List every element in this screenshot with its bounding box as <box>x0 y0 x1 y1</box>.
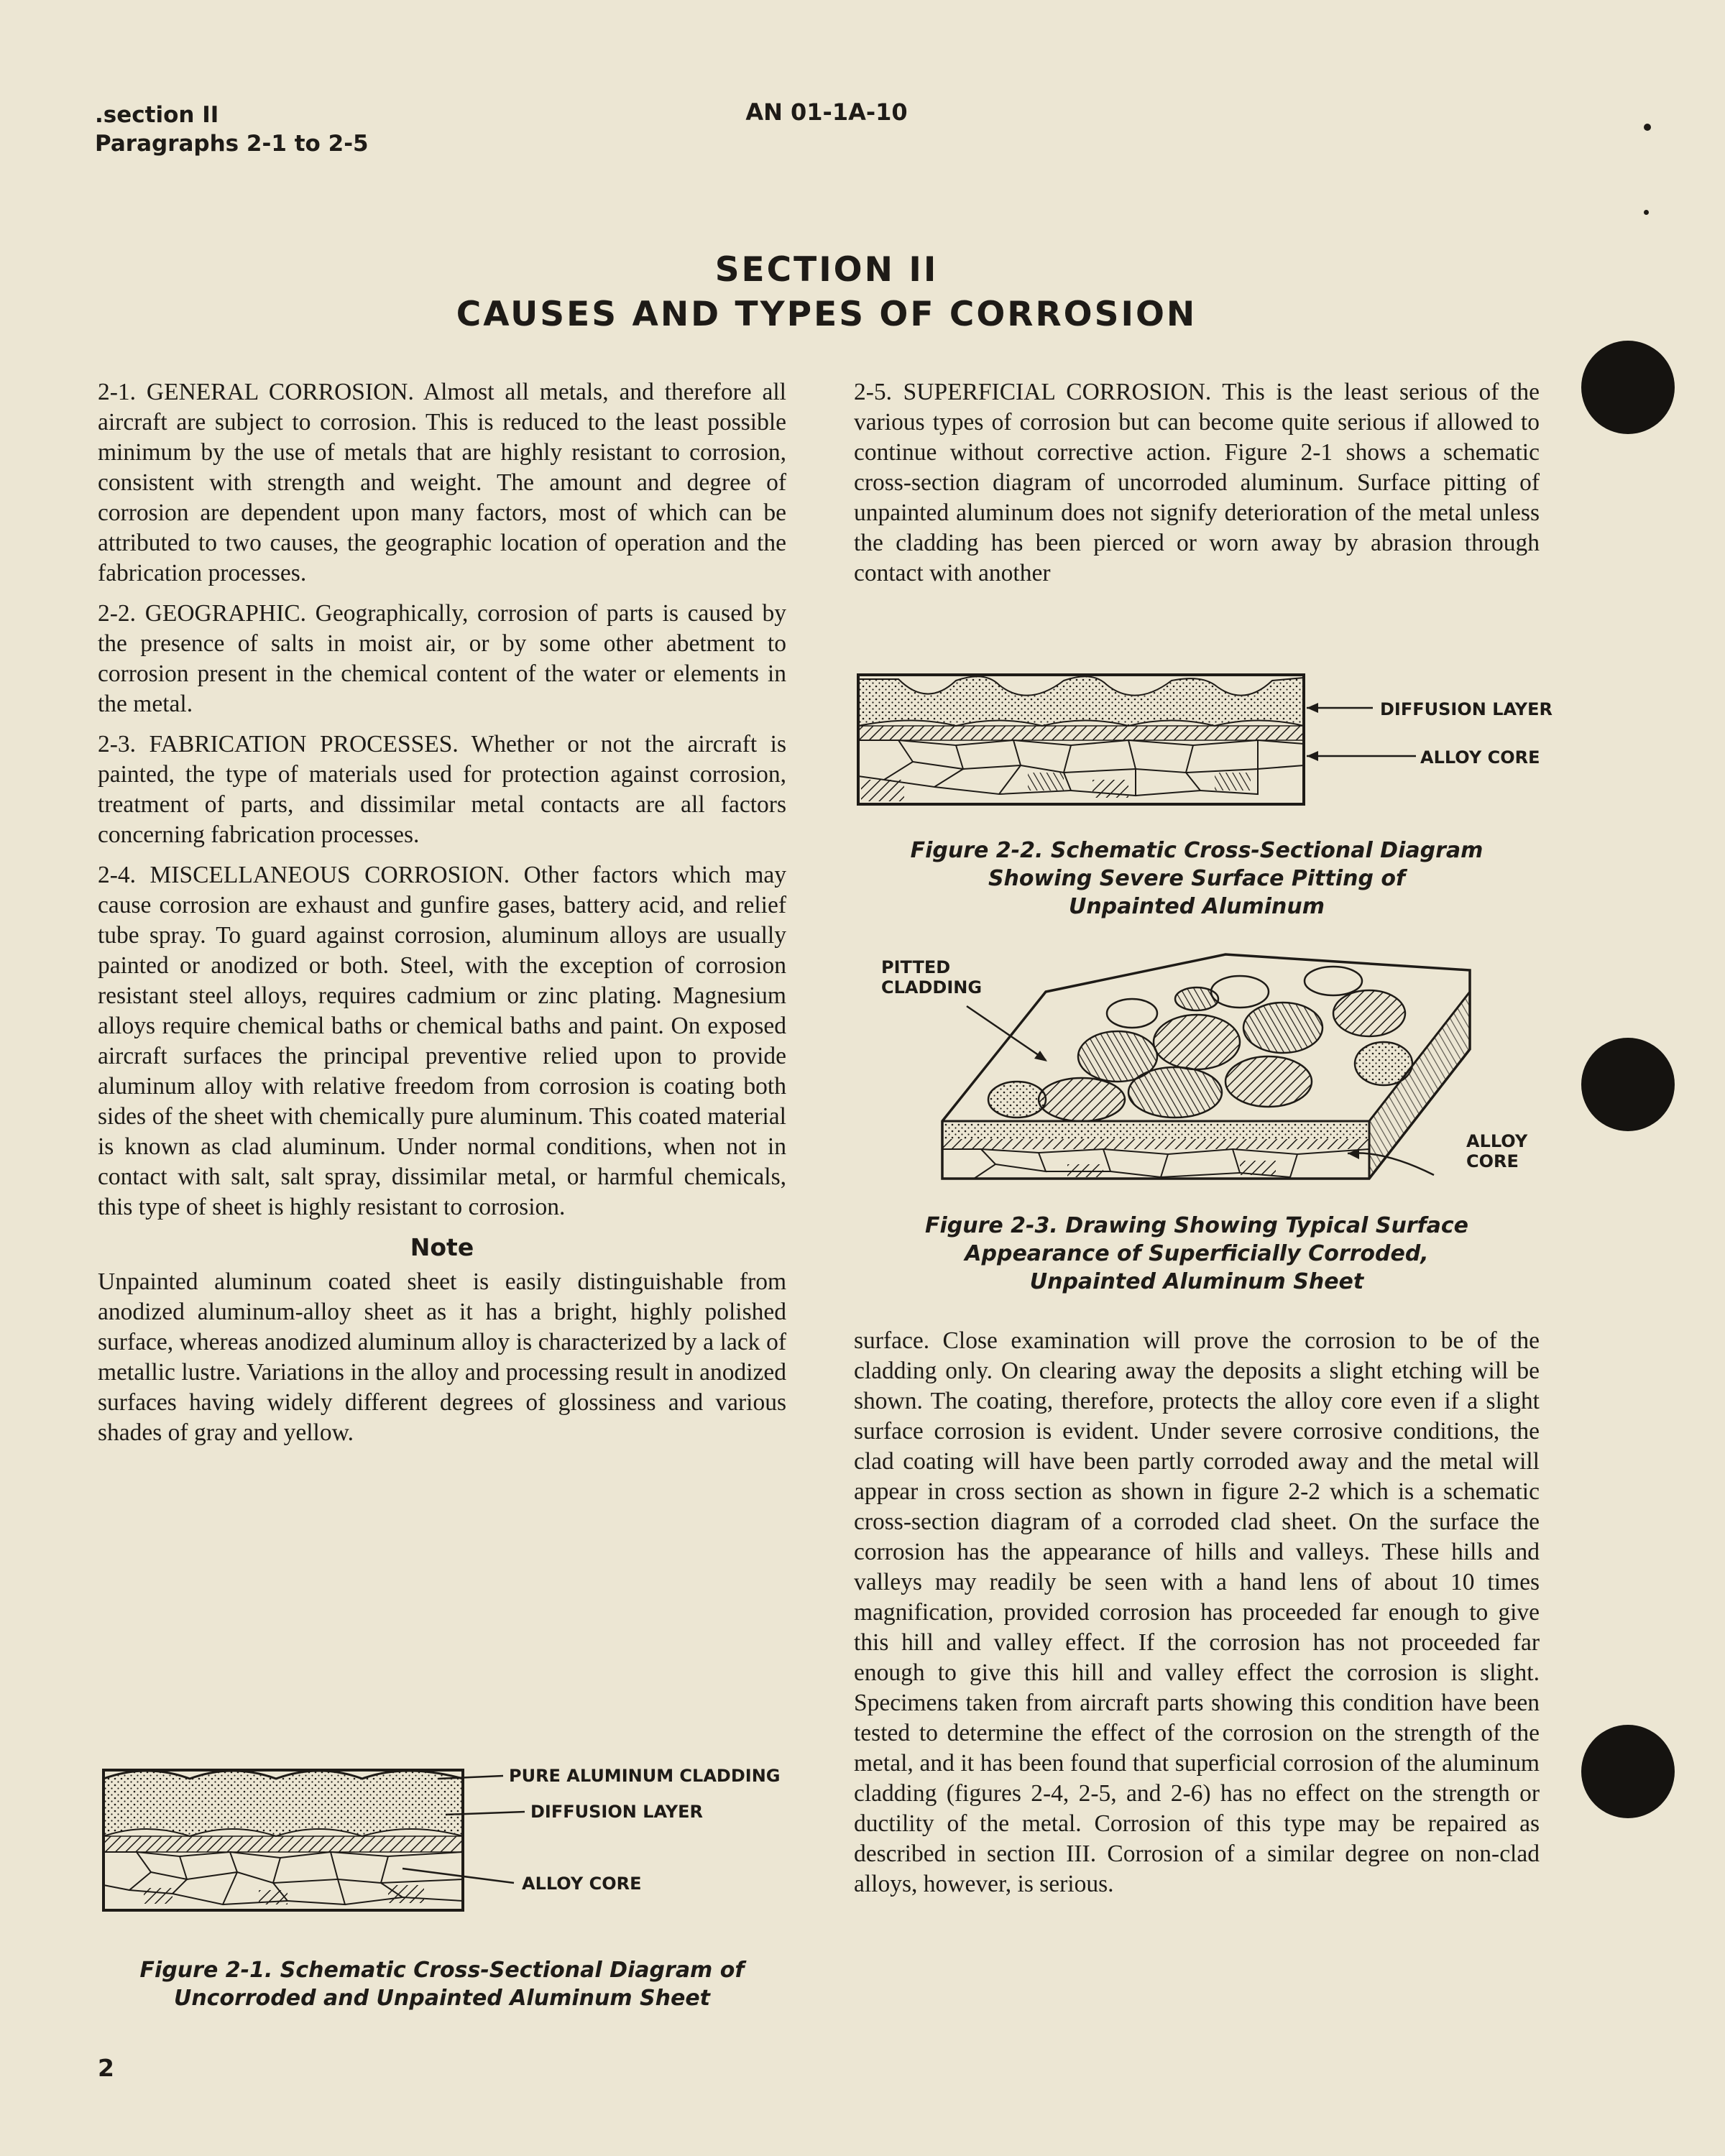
fig2-3-label-pitted <box>881 957 982 998</box>
fig2-1-label-core: ALLOY CORE <box>522 1874 642 1894</box>
paragraph-2-1: 2-1. GENERAL CORROSION. Almost all metals, and therefore all aircraft are subject to corrosion. This is reduced to the least possible minimum by the use of metals that are highly resistant to corrosion, consistent with strength and weight. The amount and degree of corrosion are dependent upon many factors, most of which can be attributed to two causes, the geographic location of operation and the fabrication processes. <box>98 379 786 586</box>
stray-mark-2 <box>1644 210 1649 215</box>
paragraph-2-3: 2-3. FABRICATION PROCESSES. Whether or not the aircraft is painted, the type of materials used for protection against corrosion, treatment of parts, and dissimilar metal contacts are all factors concerning fabrication processes. <box>98 731 786 848</box>
fig2-2-label-diffusion: DIFFUSION LAYER <box>1380 699 1553 719</box>
right-column-top <box>854 377 1540 599</box>
figure-2-1-diagram <box>101 1764 474 1915</box>
figure-2-2-diagram <box>855 672 1315 808</box>
fig2-3-label-pitted-line2: CLADDING <box>881 977 983 998</box>
paragraph-2-5-part2: surface. Close examination will prove the corrosion to be of the cladding only. On clearing away the deposits a slight etching will be shown. The coating, therefore, protects the alloy core even if a slight surface corrosion is evident. Under severe corrosive conditions, the clad coating will have been partly corroded away and the metal will appear in cross section as shown in figure 2-2 which is a schematic cross-section diagram of a corroded clad sheet. On the surface the corrosion has the appearance of hills and valleys. These hills and valleys may readily be seen with a hand lens of about 10 times magnification, provided corrosion has proceeded far enough to give this hill and valley effect. If the corrosion has not proceeded far enough to give this hill and valley effect the corrosion is slight. Specimens taken from aircraft parts showing this condition have been tested to determine the effect of the corrosion on the strength of the metal, and it has been found that superficial corrosion of the aluminum cladding (figures 2-4, 2-5, and 2-6) has no effect on the strength or ductility of the metal. Corrosion of this type may be repaired as described in section III. Corrosion of a similar degree on non-clad alloys, however, is serious. <box>854 1327 1540 1897</box>
fig2-1-label-diffusion: DIFFUSION LAYER <box>530 1802 704 1822</box>
fig2-3-caption-line1: Figure 2-3. Drawing Showing Typical Surface <box>924 1213 1469 1238</box>
page-number: 2 <box>98 2054 114 2082</box>
fig2-3-label-alloy-line2: CORE <box>1466 1151 1519 1171</box>
binder-hole-top <box>1581 341 1675 434</box>
figure-2-3-diagram <box>938 949 1484 1193</box>
fig2-1-caption-line1: Figure 2-1. Schematic Cross-Sectional Diagram of <box>139 1958 745 1983</box>
figure-2-3-caption <box>854 1212 1540 1296</box>
paragraphs-label: Paragraphs 2-1 to 2-5 <box>95 131 369 157</box>
section-label: .section II <box>95 102 219 128</box>
fig2-3-label-pitted-line1: PITTED <box>881 957 951 977</box>
fig2-3-label-alloy <box>1466 1131 1527 1171</box>
fig2-3-caption-line3: Unpainted Aluminum Sheet <box>1029 1269 1364 1294</box>
binder-hole-middle <box>1581 1038 1675 1131</box>
section-title <box>359 248 1294 337</box>
running-header-left <box>95 101 369 158</box>
fig2-2-label-core: ALLOY CORE <box>1420 747 1540 768</box>
figure-2-2-caption <box>854 837 1540 921</box>
paragraph-2-2: 2-2. GEOGRAPHIC. Geographically, corrosion of parts is caused by the presence of salts in moist air, or by some other abetment to corrosion present in the chemical content of the water or elements in the metal. <box>98 600 786 717</box>
document-number: AN 01-1A-10 <box>745 98 908 126</box>
stray-mark-1 <box>1644 124 1651 131</box>
fig2-2-caption-line3: Unpainted Aluminum <box>1068 894 1325 919</box>
paragraph-2-5-part1: 2-5. SUPERFICIAL CORROSION. This is the least serious of the various types of corrosion but can become quite serious if allowed to continue without corrective action. Figure 2-1 shows a schematic cross-section diagram of uncorroded aluminum. Surface pitting of unpainted aluminum does not signify deterioration of the metal unless the cladding has been pierced or worn away by abrasion through contact with another <box>854 379 1540 586</box>
fig2-3-caption-line2: Appearance of Superficially Corroded, <box>965 1241 1429 1266</box>
fig2-2-caption-line1: Figure 2-2. Schematic Cross-Sectional Diagram <box>910 838 1484 863</box>
fig2-1-label-cladding: PURE ALUMINUM CLADDING <box>509 1766 781 1786</box>
figure-2-1-caption <box>98 1956 786 2012</box>
note-heading: Note <box>410 1233 474 1261</box>
paragraph-2-4: 2-4. MISCELLANEOUS CORROSION. Other factors which may cause corrosion are exhaust and gunfire gases, battery acid, and relief tube spray. To guard against corrosion, aluminum alloys are usually painted or anodized or both. Steel, with the exception of corrosion resistant steel alloys, requires cadmium or zinc plating. Magnesium alloys require chemical baths or chemical baths and paint. On exposed aircraft surfaces the principal preventive relied upon to provide aluminum alloy with relative freedom from corrosion is coating both sides of the sheet with chemically pure aluminum. This coated material is known as clad aluminum. Under normal conditions, when not in contact with salt, salt spray, dissimilar metal, or harmful chemicals, this type of sheet is highly resistant to corrosion. <box>98 862 786 1220</box>
section-title-line1: SECTION II <box>714 250 939 290</box>
fig2-1-caption-line2: Uncorroded and Unpainted Aluminum Sheet <box>173 1986 711 2011</box>
left-column <box>98 377 786 1458</box>
note-text: Unpainted aluminum coated sheet is easily distinguishable from anodized aluminum-alloy sheet as it has a bright, highly polished surface, whereas anodized aluminum alloy is characterized by a lack of metallic lustre. Variations in the alloy and processing result in anodized surfaces having widely different degrees of glossiness and various shades of gray and yellow. <box>98 1268 786 1446</box>
fig2-3-label-alloy-line1: ALLOY <box>1466 1131 1528 1151</box>
right-column-bottom <box>854 1326 1540 1909</box>
section-title-line2: CAUSES AND TYPES OF CORROSION <box>456 295 1197 334</box>
binder-hole-bottom <box>1581 1725 1675 1818</box>
fig2-2-caption-line2: Showing Severe Surface Pitting of <box>988 866 1406 891</box>
